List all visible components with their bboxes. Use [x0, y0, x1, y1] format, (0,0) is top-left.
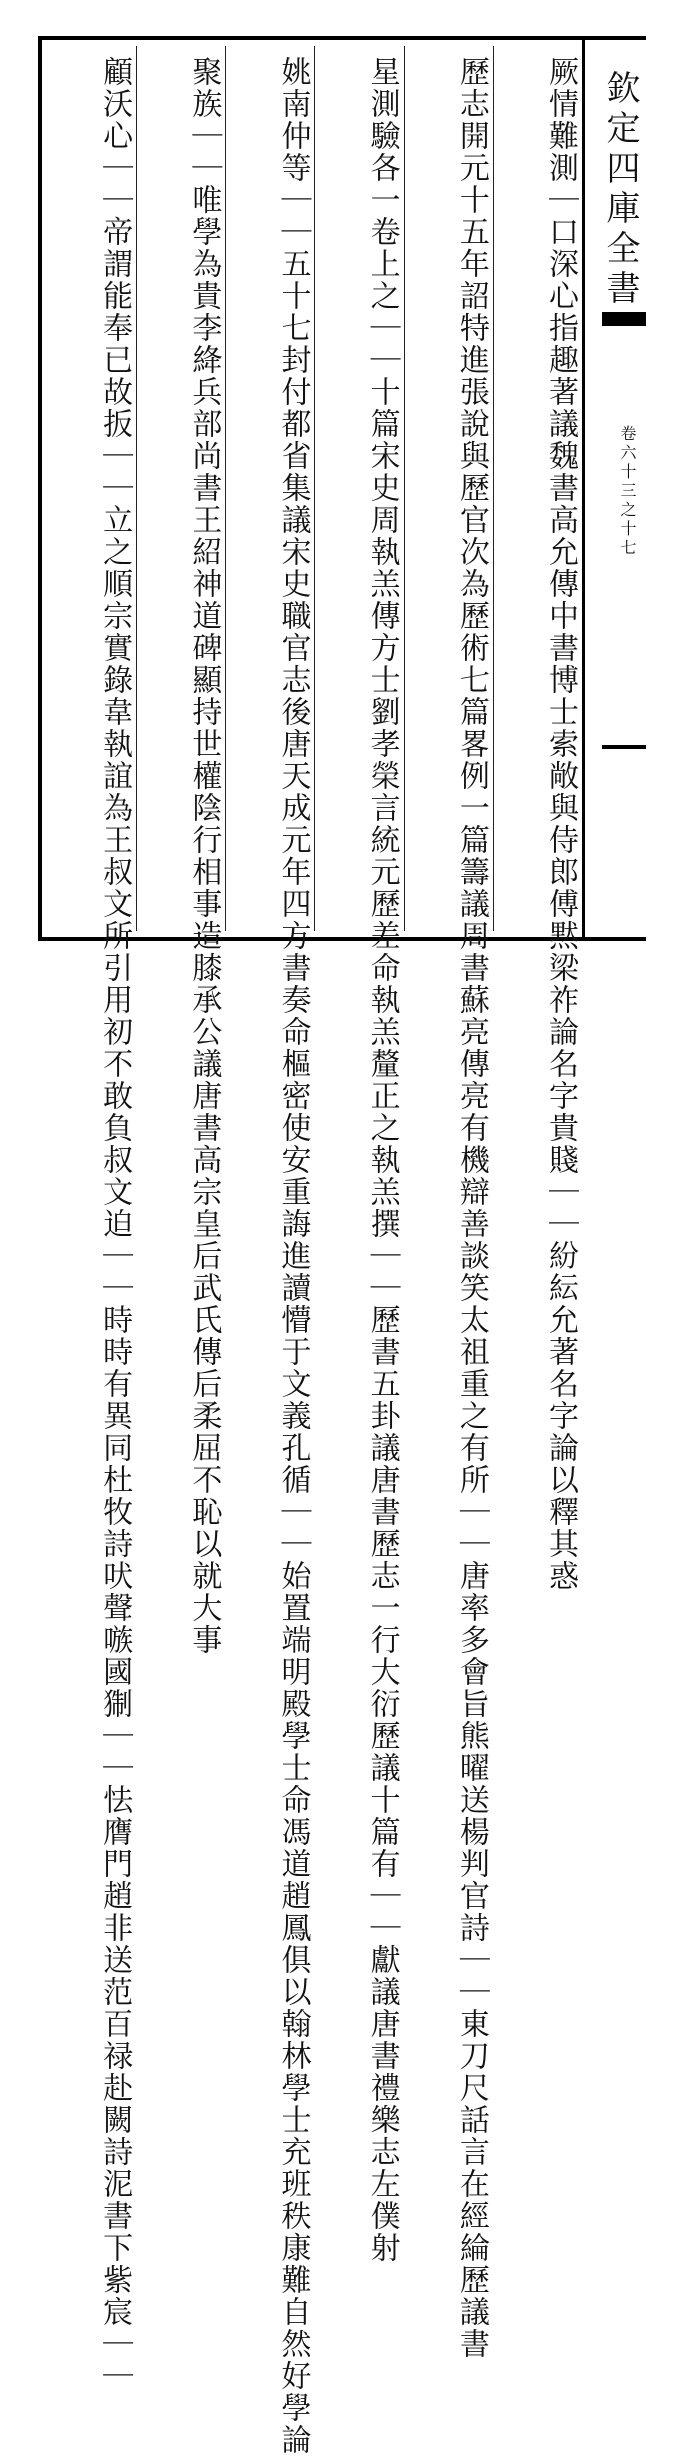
text-column-6: 顧沃心｜｜帝謂能奉已故扳｜｜立之順宗實錄韋執誼為王叔文所引用初不敢負叔文迫｜｜時時有異同杜牧詩吠聲嗾國猘｜｜怯膺門趙非送范百禄赴闕詩泥書下紫宸｜｜ — [97, 56, 133, 2392]
text-column-2: 歷志開元十五年詔特進張說與歷官次為歷術七篇畧例一篇籌議周書蘇亮傳亮有機辯善談笑太祖重之有所｜｜唐率多會旨熊曜送楊判官詩｜｜東刀尺話言在經綸歷議書 — [404, 46, 493, 931]
text-column-4: 姚南仲等｜｜五十七封付都省集議宋史職官志後唐天成元年四方書奏命樞密使安重誨進讀懵于文義孔循｜｜始置端明殿學士命馮道趙鳳俱以翰林學士充班秩康難自然好學論 — [225, 46, 314, 931]
text-column-1: 厥情難測｜口深心指趣著議魏書高允傳中書博士索敞與侍郎傅黙梁祚論名字貴賤｜｜紛紜允著名字論以釋其惑 — [493, 46, 582, 931]
juan-label: 卷六十三之十七 — [618, 425, 637, 558]
text-body — [48, 46, 582, 2456]
fish-tail-mark-lower — [602, 745, 646, 749]
text-column-3: 星測驗各一卷上之｜｜十篇宋史周執羔傳方士劉孝榮言統元歷差命執羔釐正之執羔撰｜｜歷書五卦議唐書歷志一行大衍歷議十篇有｜｜獻議唐書禮樂志左僕射 — [314, 46, 403, 931]
text-column-5: 聚族｜｜唯學為貴李絳兵部尚書王紹神道碑顯持世權陰行相事造膝承公議唐書高宗皇后武氏傳后柔屈不恥以就大事 — [136, 46, 225, 931]
book-title: 欽定四庫全書 — [600, 70, 640, 310]
fish-tail-mark — [602, 312, 646, 326]
